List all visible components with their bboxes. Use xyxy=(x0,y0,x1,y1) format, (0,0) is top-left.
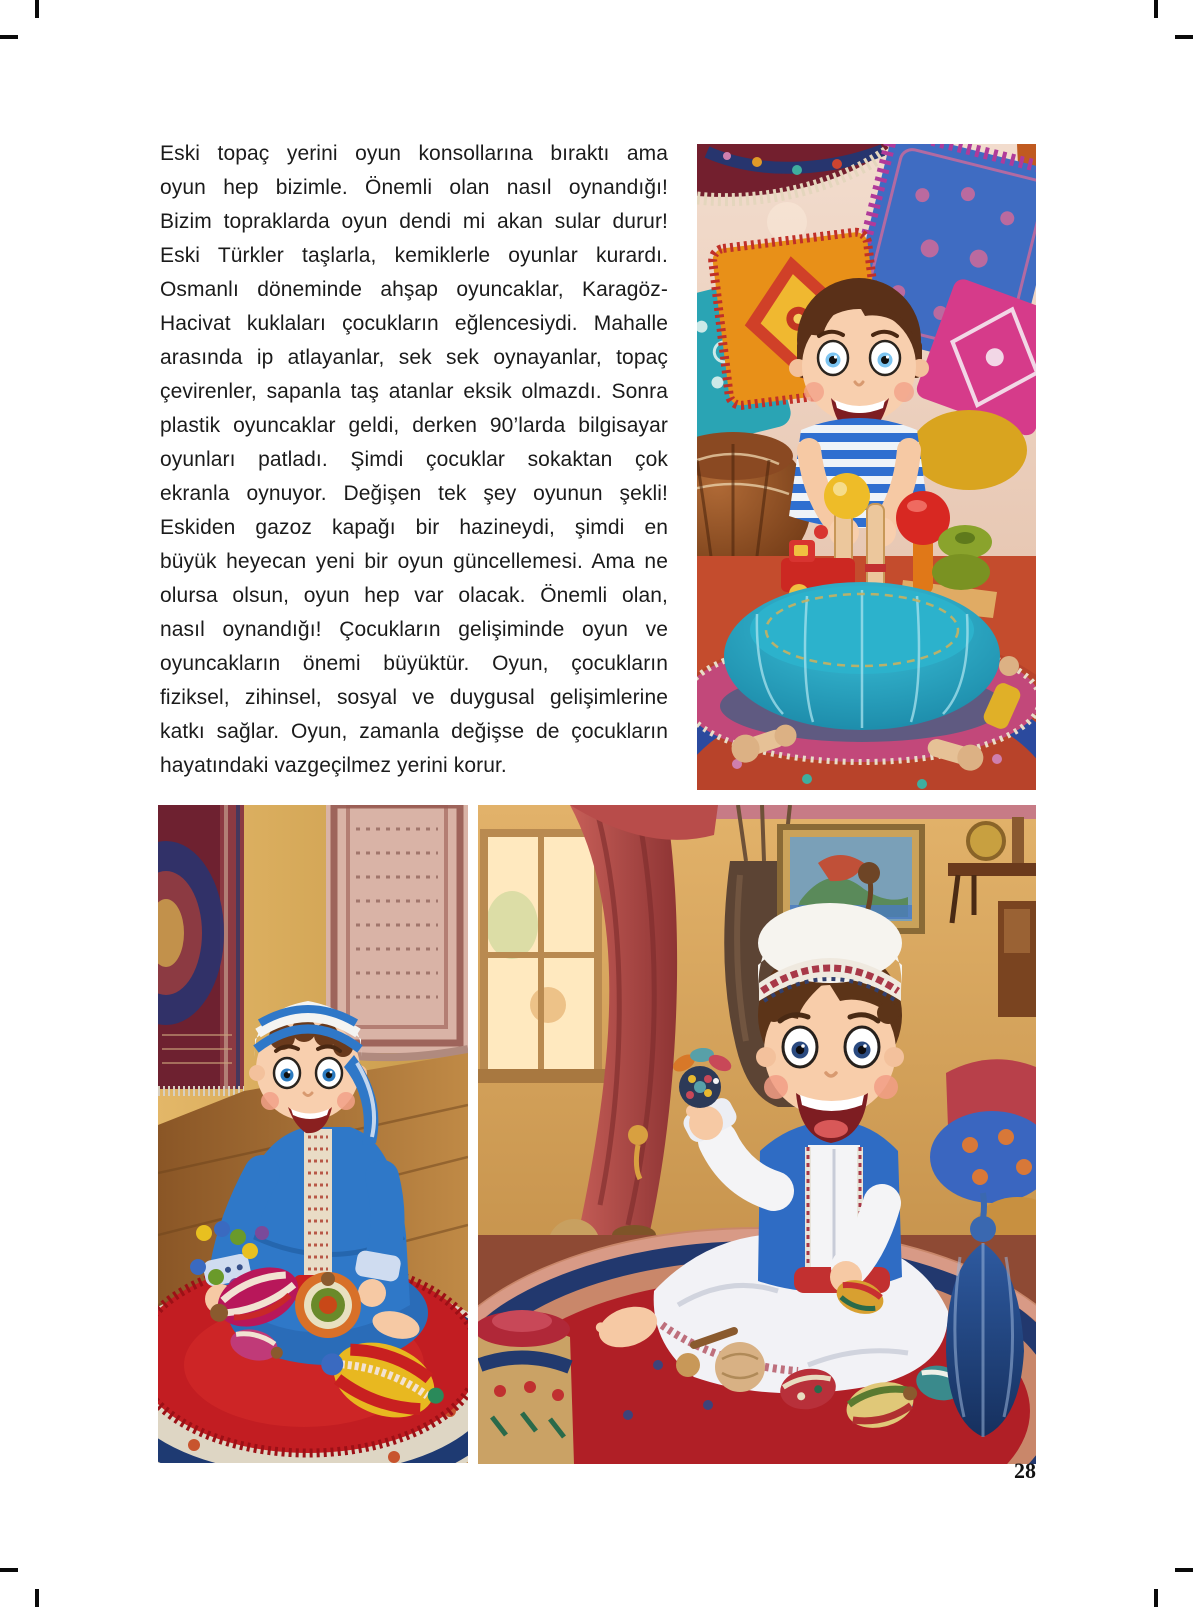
crop-mark xyxy=(1154,1589,1158,1607)
body-text-line: Osmanlı döneminde ahşap oyuncaklar, Karagöz- xyxy=(160,278,668,301)
body-text-line: nasıl oynandığı! Çocukların gelişiminde oyun ve xyxy=(160,618,668,641)
body-text-line: ekranla oynuyor. Değişen tek şey oyunun şekli! xyxy=(160,482,668,505)
illustration-boy-striped-shirt-wooden-toys xyxy=(697,144,1036,790)
body-text-line: oyunları patladı. Şimdi çocuklar sokaktan çok xyxy=(160,448,668,471)
crop-mark xyxy=(0,35,18,39)
body-text-line: büyük heyecan yeni bir oyun güncellemesi. Ama ne xyxy=(160,550,668,573)
body-text-line: fiziksel, zihinsel, sosyal ve duygusal gelişimlerine xyxy=(160,686,668,709)
body-text-line: oyuncakların önemi büyüktür. Oyun, çocukların xyxy=(160,652,668,675)
teal-pouf xyxy=(720,582,1004,742)
crop-mark xyxy=(35,1589,39,1607)
crop-mark xyxy=(0,1568,18,1572)
body-text-line: katkı sağlar. Oyun, zamanla değişse de çocukların xyxy=(160,720,668,743)
mustard-cushion xyxy=(911,410,1027,490)
body-text-line: arasında ip atlayanlar, sek sek oynayanlar, topaç xyxy=(160,346,668,369)
body-text-line: çevirenler, sapanla taş atanlar eksik olmazdı. Sonra xyxy=(160,380,668,403)
body-text-line: oyun hep bizimle. Önemli olan nasıl oynandığı! xyxy=(160,176,668,199)
body-text-line: Eski topaç yerini oyun konsollarına bıraktı ama xyxy=(160,142,668,165)
illustration-boy-white-cap-top xyxy=(478,805,1036,1464)
body-text-line: plastik oyuncaklar geldi, derken 90’larda bilgisayar xyxy=(160,414,668,437)
top-round xyxy=(295,1272,361,1338)
body-text-line: Hacivat kuklaları çocukların eğlencesiydi. Mahalle xyxy=(160,312,668,335)
body-text-line: Bizim topraklarda oyun dendi mi akan sular durur! xyxy=(160,210,668,233)
window xyxy=(478,833,608,1083)
page-number: 28 xyxy=(1014,1458,1036,1483)
wall-rug-left xyxy=(158,805,244,1091)
crop-mark xyxy=(1175,1568,1193,1572)
crop-mark xyxy=(1154,0,1158,18)
body-text-line: hayatındaki vazgeçilmez yerini korur. xyxy=(160,754,507,777)
crop-mark xyxy=(1175,35,1193,39)
crop-mark xyxy=(35,0,39,18)
body-text-line: Eskiden gazoz kapağı bir hazineydi, şimdi en xyxy=(160,516,668,539)
patterned-jar xyxy=(478,1310,574,1464)
illustration-boy-kaftan-spinning-tops xyxy=(158,805,468,1463)
body-text-line: olursa olsun, oyun hep var olacak. Önemli olan, xyxy=(160,584,668,607)
body-text-line: Eski Türkler taşlarla, kemiklerle oyunlar kurardı. xyxy=(160,244,668,267)
body-text xyxy=(160,137,668,783)
